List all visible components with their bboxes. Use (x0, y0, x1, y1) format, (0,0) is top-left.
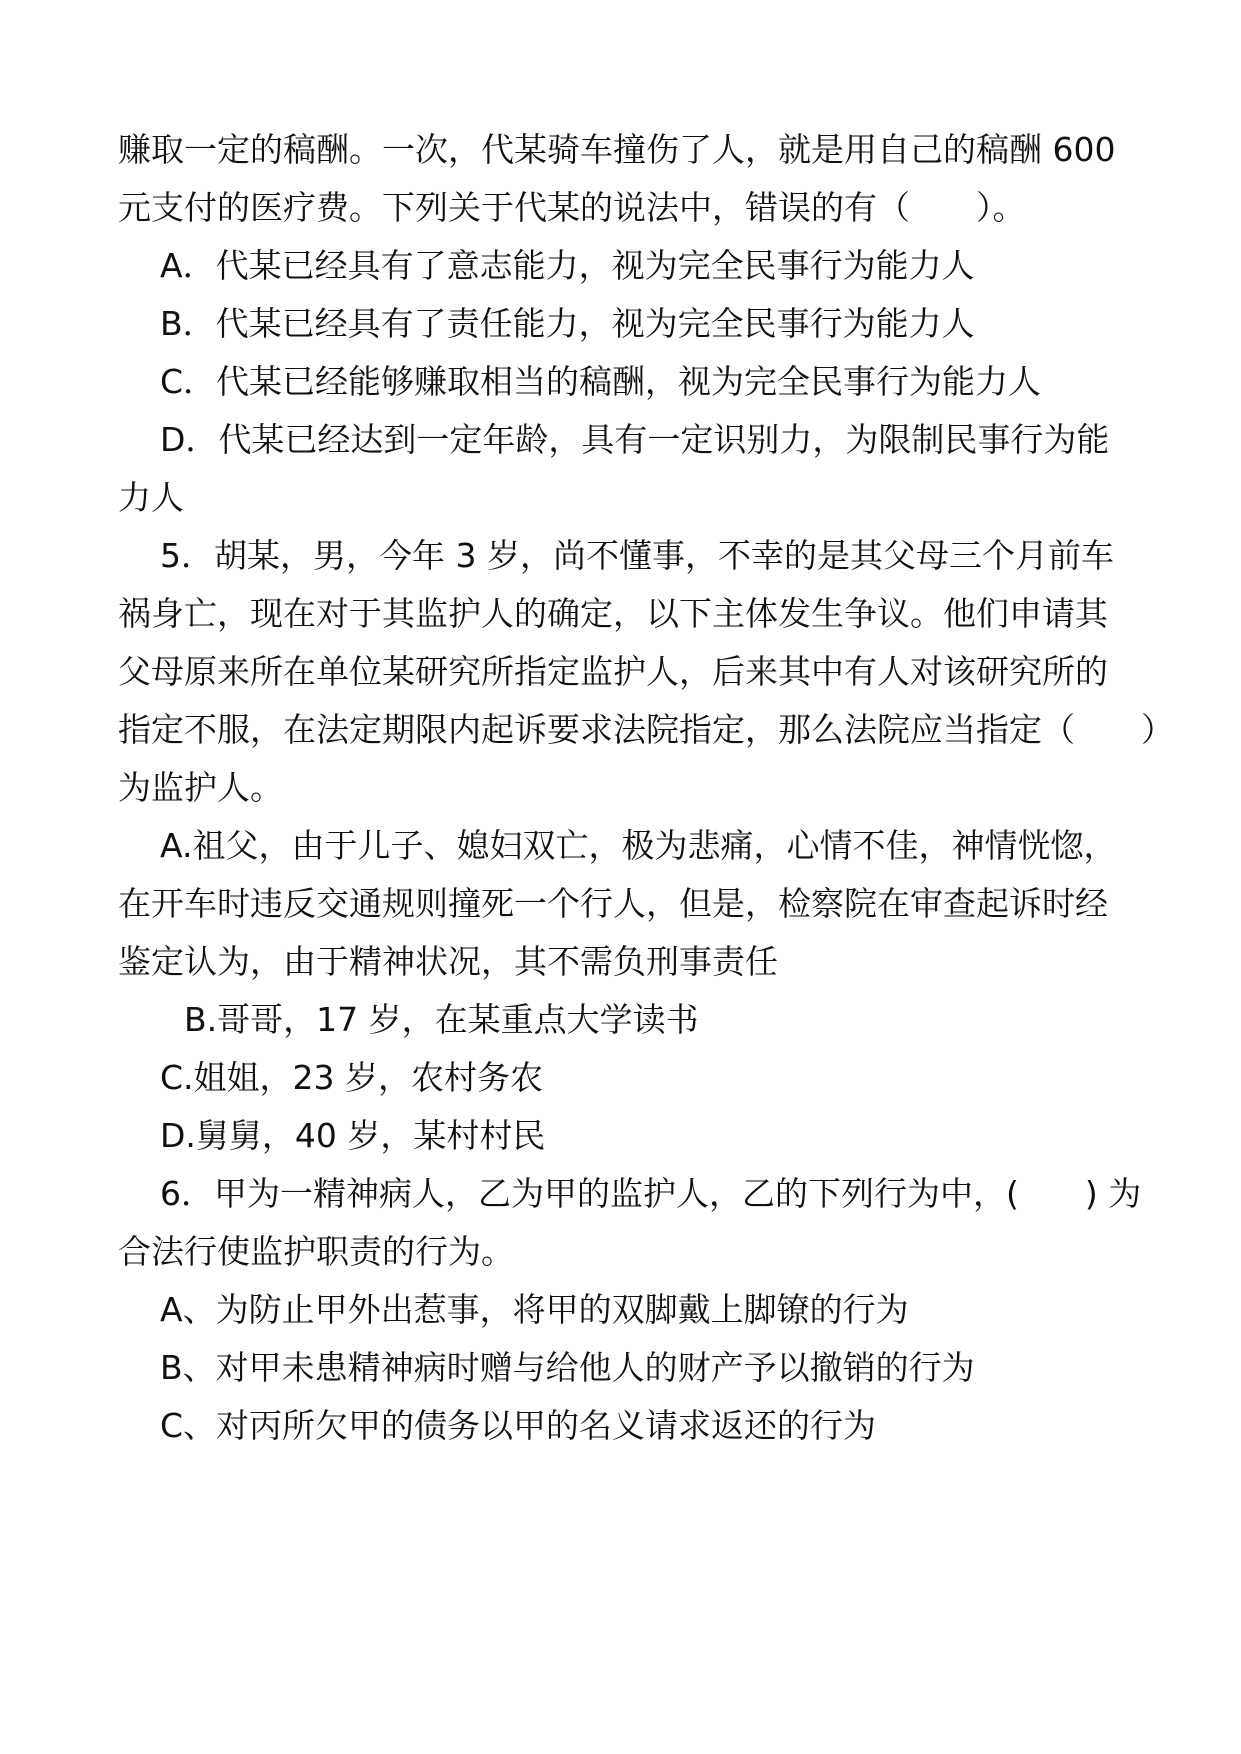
option-c: C．代某已经能够赚取相当的稿酬，视为完全民事行为能力人 (160, 362, 1042, 401)
text-line: 力人 (118, 478, 184, 517)
question-6: 6．甲为一精神病人，乙为甲的监护人，乙的下列行为中，( ) 为 (160, 1174, 1142, 1213)
text-line: 赚取一定的稿酬。一次，代某骑车撞伤了人，就是用自己的稿酬 600 (118, 130, 1116, 169)
text-line: 合法行使监护职责的行为。 (118, 1232, 514, 1271)
option-a: A．代某已经具有了意志能力，视为完全民事行为能力人 (160, 246, 975, 285)
text-line: 父母原来所在单位某研究所指定监护人，后来其中有人对该研究所的 (118, 652, 1108, 691)
text-line: 指定不服，在法定期限内起诉要求法院指定，那么法院应当指定（ ） (118, 710, 1174, 749)
option-d: D．代某已经达到一定年龄，具有一定识别力，为限制民事行为能 (160, 420, 1110, 459)
option-b: B．代某已经具有了责任能力，视为完全民事行为能力人 (160, 304, 975, 343)
text-line: 祸身亡，现在对于其监护人的确定，以下主体发生争议。他们申请其 (118, 594, 1108, 633)
option-c: C.姐姐，23 岁，农村务农 (160, 1058, 544, 1097)
option-b: B、对甲未患精神病时赠与给他人的财产予以撤销的行为 (160, 1348, 975, 1387)
text-line: 在开车时违反交通规则撞死一个行人，但是，检察院在审查起诉时经 (118, 884, 1108, 923)
option-c: C、对丙所欠甲的债务以甲的名义请求返还的行为 (160, 1406, 877, 1445)
question-5: 5．胡某，男，今年 3 岁，尚不懂事，不幸的是其父母三个月前车 (160, 536, 1114, 575)
text-line: 为监护人。 (118, 768, 283, 807)
text-line: 元支付的医疗费。下列关于代某的说法中，错误的有（ ）。 (118, 188, 1026, 227)
option-a: A.祖父，由于儿子、媳妇双亡，极为悲痛，心情不佳，神情恍惚， (160, 826, 1117, 865)
option-b: B.哥哥，17 岁，在某重点大学读书 (184, 1000, 699, 1039)
option-a: A、为防止甲外出惹事，将甲的双脚戴上脚镣的行为 (160, 1290, 909, 1329)
option-d: D.舅舅，40 岁，某村村民 (160, 1116, 546, 1155)
text-line: 鉴定认为，由于精神状况，其不需负刑事责任 (118, 942, 778, 981)
